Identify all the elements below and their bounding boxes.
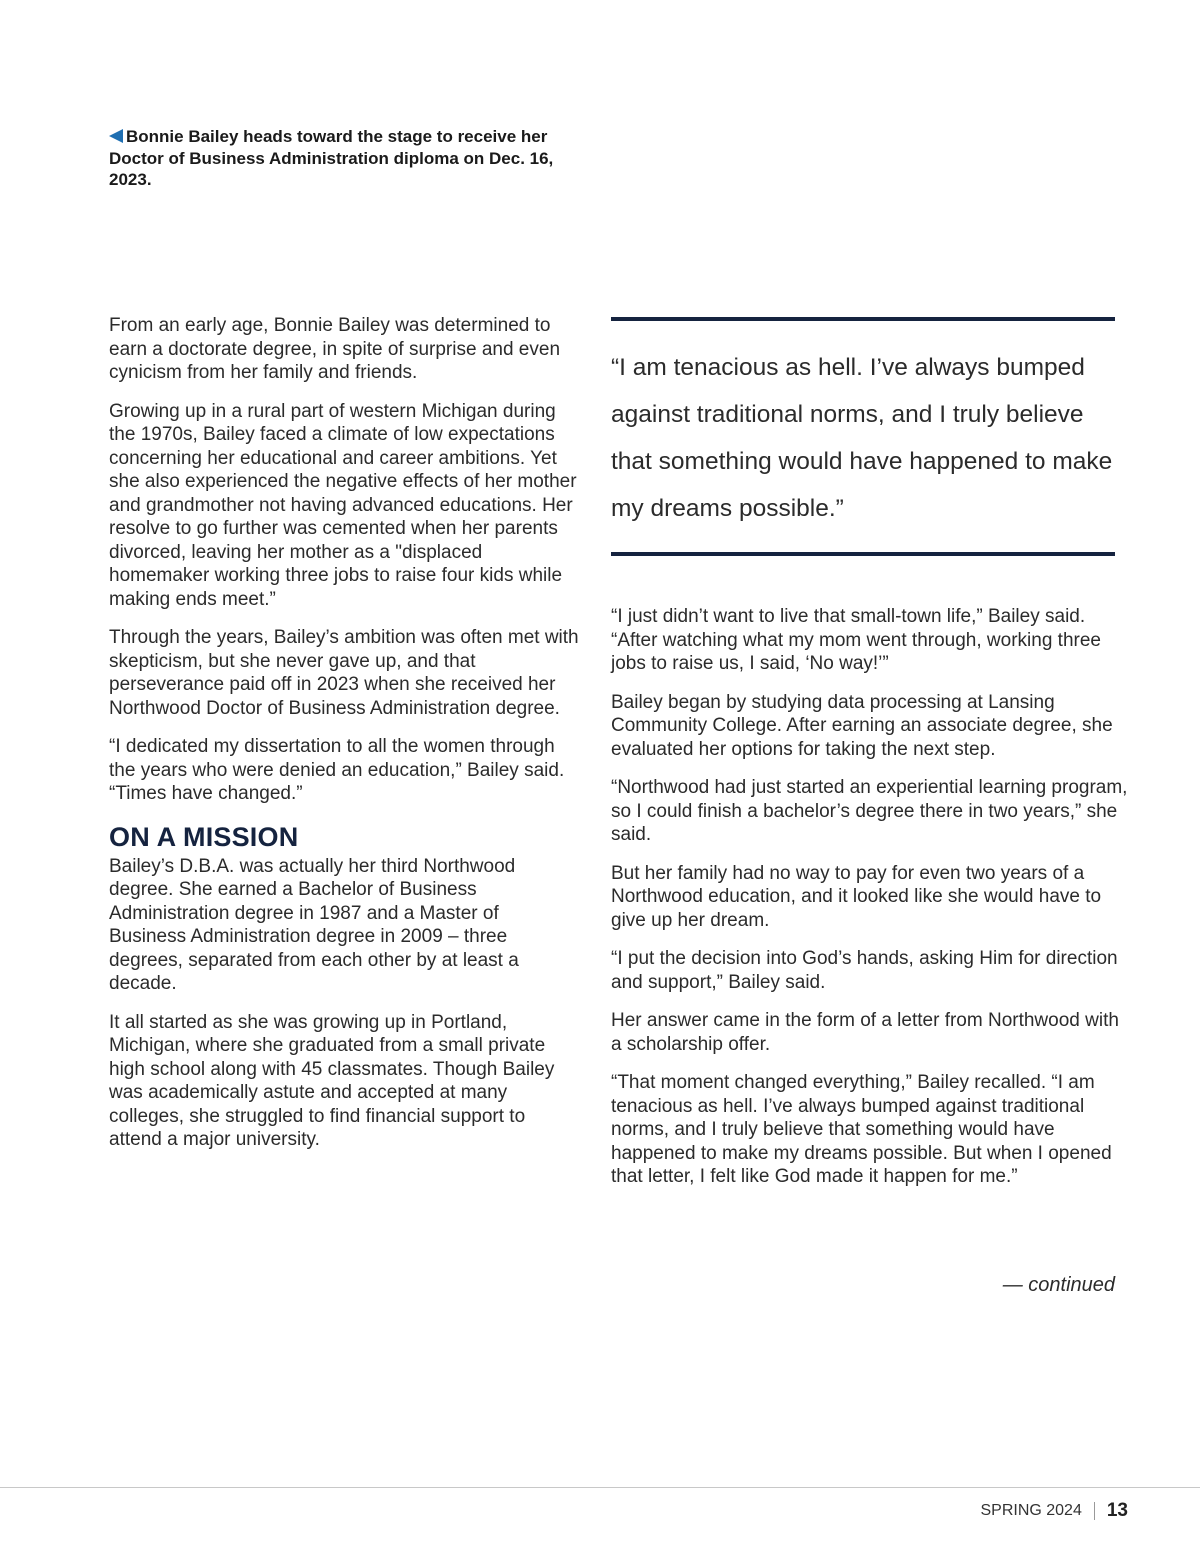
pull-quote-text: “I am tenacious as hell. I’ve always bumped against traditional norms, and I truly believe that something would have happened to make my dreams possible.” [611, 354, 1113, 522]
body-paragraph: It all started as she was growing up in Portland, Michigan, where she graduated from a small private high school along with 45 classmates. Though Bailey was academically astute and accepted at many colleges, she struggled to find financial support to attend a major university. [109, 1011, 555, 1150]
continued-note: — continued [1002, 1274, 1115, 1296]
left-column [109, 314, 579, 1167]
body-paragraph: Her answer came in the form of a letter from Northwood with a scholarship offer. [611, 1010, 1119, 1055]
section-heading: ON A MISSION [109, 821, 299, 852]
photo-caption [109, 126, 579, 191]
pull-quote [611, 317, 1115, 556]
body-paragraph: From an early age, Bonnie Bailey was determined to earn a doctorate degree, in spite of surprise and even cynicism from her family and friends. [109, 315, 561, 383]
body-paragraph: Growing up in a rural part of western Michigan during the 1970s, Bailey faced a climate of low expectations concerning her educational and career ambitions. Yet she also experienced the negative effects of her mother and grandmother not having advanced educations. Her resolve to go further was cemented when her parents divorced, leaving her mother as a "displaced homemaker working three jobs to raise four kids while making ends meet.” [109, 400, 577, 610]
caption-text: Bonnie Bailey heads toward the stage to receive her Doctor of Business Administration diploma on Dec. 16, 2023. [109, 127, 554, 189]
page-footer [980, 1500, 1128, 1522]
body-paragraph: “Northwood had just started an experiential learning program, so I could finish a bachelor’s degree there in two years,” she said. [611, 777, 1128, 845]
body-paragraph: But her family had no way to pay for even two years of a Northwood education, and it looked like she would have to give up her dream. [611, 862, 1102, 931]
body-paragraph: “That moment changed everything,” Bailey recalled. “I am tenacious as hell. I’ve always bumped against traditional norms, and I truly believe that something would have happened to make my dreams possible. But when I opened that letter, I felt like God made it happen for me.” [611, 1072, 1112, 1187]
body-paragraph: “I dedicated my dissertation to all the women through the years who were denied an education,” Bailey said. “Times have changed.” [109, 736, 565, 804]
page-number: 13 [1106, 1500, 1128, 1521]
right-column [611, 605, 1131, 1204]
body-paragraph: Bailey began by studying data processing at Lansing Community College. After earning an associate degree, she evaluated her options for taking the next step. [611, 691, 1113, 760]
body-paragraph: “I just didn’t want to live that small-town life,” Bailey said. “After watching what my mom went through, working three jobs to raise us, I said, ‘No way!’” [611, 606, 1101, 674]
footer-divider [0, 1487, 1200, 1488]
body-paragraph: Bailey’s D.B.A. was actually her third Northwood degree. She earned a Bachelor of Business Administration degree in 1987 and a Master of Business Administration degree in 2009 – three degrees, separated from each other by at least a decade. [109, 855, 519, 994]
caption-arrow-left-icon [109, 129, 123, 143]
issue-label: SPRING 2024 [980, 1502, 1082, 1519]
body-paragraph: “I put the decision into God’s hands, asking Him for direction and support,” Bailey said. [611, 948, 1118, 993]
body-paragraph: Through the years, Bailey’s ambition was often met with skepticism, but she never gave up, and that perseverance paid off in 2023 when she received her Northwood Doctor of Business Administration degree. [109, 627, 579, 719]
footer-separator [1094, 1502, 1095, 1520]
